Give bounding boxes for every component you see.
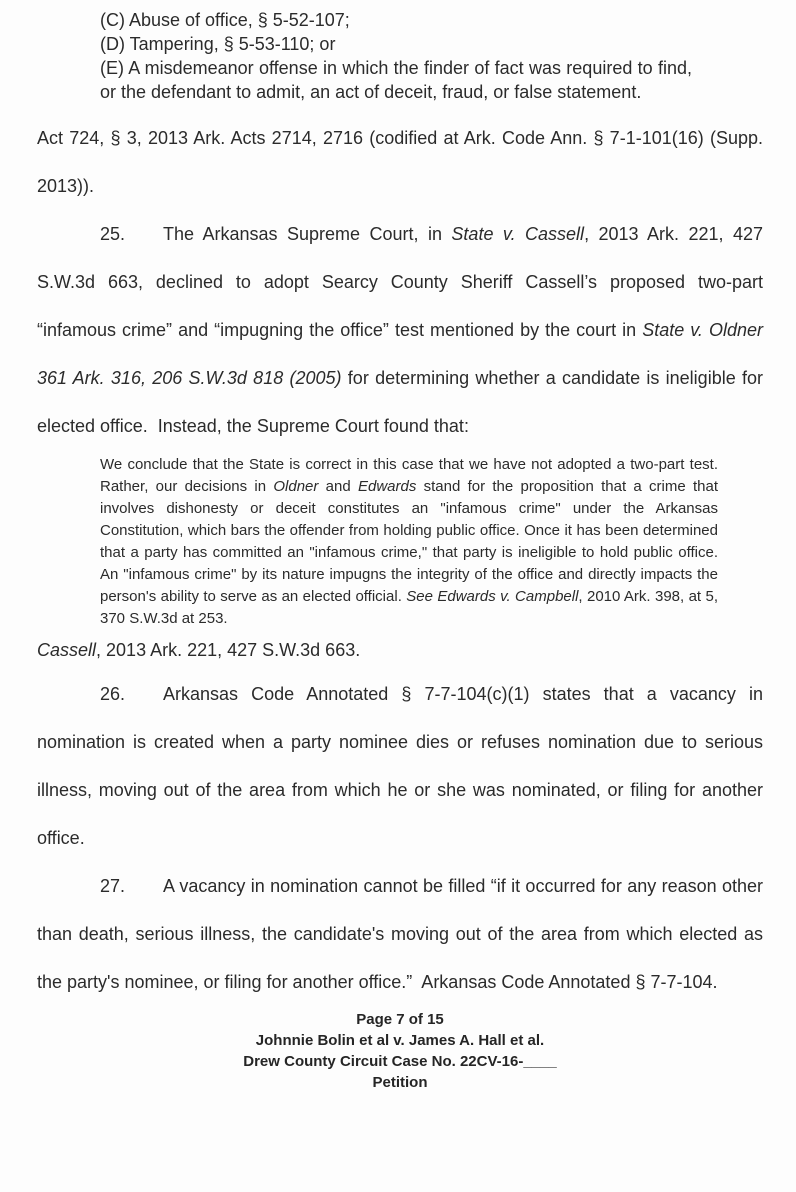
paragraph-25 — [37, 210, 763, 450]
paragraph-26-number: 26. — [100, 684, 126, 704]
footer-case-caption: Johnnie Bolin et al v. James A. Hall et al. — [255, 1032, 545, 1049]
page-footer — [37, 1009, 763, 1093]
paragraph-27-text: A vacancy in nomination cannot be filled “if it occurred for any reason other than death, serious illness, the candidate's moving out of the area from which elected as the party's nominee, or filing for another office.” Arkansas Code Annotated § 7-7-104. — [37, 876, 763, 992]
paragraph-27-number: 27. — [100, 876, 126, 896]
footer-document-title: Petition — [372, 1074, 428, 1091]
statute-item-d: (D) Tampering, § 5-53-110; or — [100, 34, 336, 54]
statute-subsection-list — [100, 8, 692, 104]
paragraph-act-citation: Act 724, § 3, 2013 Ark. Acts 2714, 2716 (codified at Ark. Code Ann. § 7-1-101(16) (Supp. 2013)). — [37, 128, 763, 196]
statute-item-e: (E) A misdemeanor offense in which the finder of fact was required to find, or the defendant to admit, an act of deceit, fraud, or false statement. — [100, 58, 692, 102]
paragraph-26 — [37, 670, 763, 862]
paragraph-27 — [37, 862, 763, 1006]
paragraph-26-text: Arkansas Code Annotated § 7-7-104(c)(1) states that a vacancy in nomination is created when a party nominee dies or refuses nomination due to serious illness, moving out of the area from which he or she was nominated, or filing for another office. — [37, 684, 763, 848]
paragraph-25-text: The Arkansas Supreme Court, in State v. Cassell, 2013 Ark. 221, 427 S.W.3d 663, declined to adopt Searcy County Sheriff Cassell’s proposed two-part “infamous crime” and “impugning the office” test mentioned by the court in State v. Oldner 361 Ark. 316, 206 S.W.3d 818 (2005) for determining whether a candidate is ineligible for elected office. Instead, the Supreme Court found that: — [37, 224, 764, 436]
footer-case-number: Drew County Circuit Case No. 22CV-16-____ — [243, 1053, 557, 1070]
paragraph-cassell-citation: Cassell, 2013 Ark. 221, 427 S.W.3d 663. — [37, 640, 361, 660]
footer-page-number: Page 7 of 15 — [356, 1011, 444, 1028]
paragraph-25-number: 25. — [100, 224, 126, 244]
statute-item-c: (C) Abuse of office, § 5-52-107; — [100, 10, 350, 30]
block-quote: We conclude that the State is correct in this case that we have not adopted a two-part test. Rather, our decisions in Oldner and Edwards stand for the proposition that a crime that involves dishonesty or deceit constitutes an "infamous crime" under the Arkansas Constitution, which bars the offender from holding public office. Once it has been determined that a party has committed an "infamous crime," that party is ineligible to hold public office. An "infamous crime" by its nature impugns the integrity of the office and directly impacts the person's ability to serve as an elected official. See Edwards v. Campbell, 2010 Ark. 398, at 5, 370 S.W.3d at 253. — [100, 456, 718, 627]
